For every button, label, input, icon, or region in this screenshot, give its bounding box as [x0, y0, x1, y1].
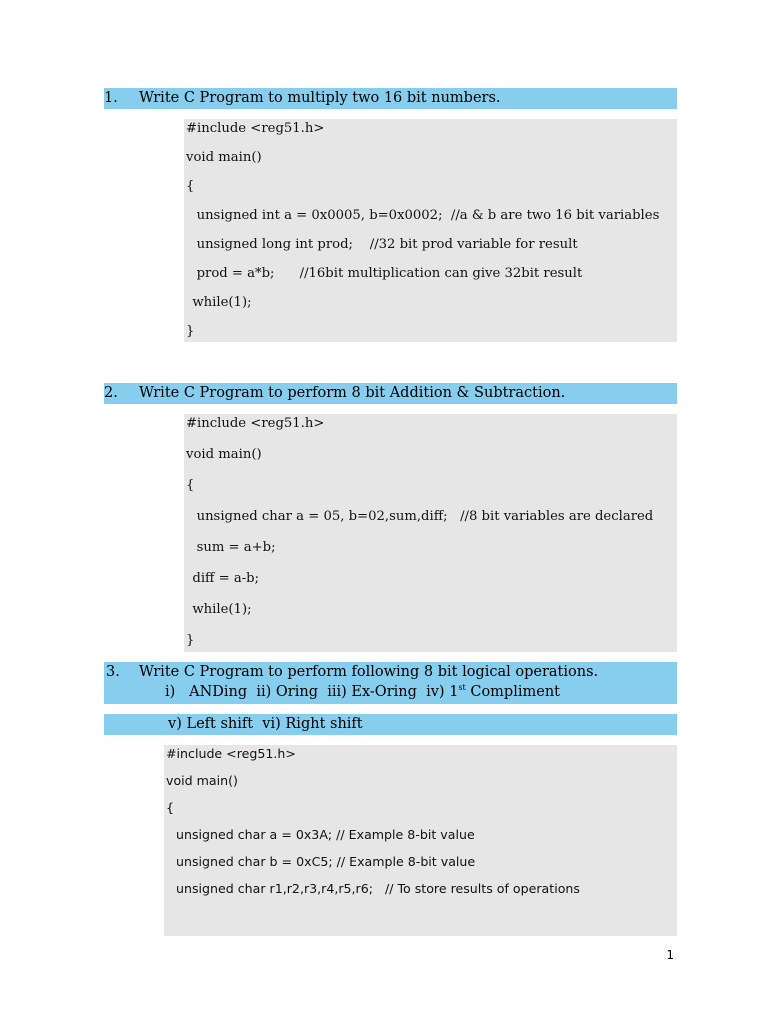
- code-line: diff = a-b;: [184, 571, 260, 586]
- code-line: while(1);: [184, 602, 252, 617]
- operations-list-text: Compliment: [465, 684, 560, 700]
- section-1-title: Write C Program to multiply two 16 bit numbers.: [139, 90, 501, 106]
- page-number: 1: [666, 948, 674, 962]
- section-2-title: Write C Program to perform 8 bit Addition & Subtraction.: [139, 385, 566, 401]
- code-line: #include <reg51.h>: [166, 746, 296, 761]
- section-1-heading: [104, 88, 677, 109]
- section-1-number: 1.: [104, 90, 118, 106]
- code-line: sum = a+b;: [184, 540, 276, 555]
- code-line: }: [186, 633, 195, 648]
- ordinal-suffix: st: [458, 683, 466, 693]
- code-line: {: [166, 800, 175, 815]
- section-3-code-block: [164, 745, 677, 936]
- code-line: while(1);: [184, 295, 252, 310]
- code-line: unsigned char a = 0x3A; // Example 8-bit value: [164, 827, 475, 842]
- code-line: unsigned char r1,r2,r3,r4,r5,r6; // To store results of operations: [164, 881, 580, 896]
- code-line: unsigned char b = 0xC5; // Example 8-bit value: [164, 854, 476, 869]
- section-1-code-block: [184, 119, 677, 342]
- code-line: unsigned long int prod; //32 bit prod variable for result: [184, 237, 578, 252]
- code-line: unsigned int a = 0x0005, b=0x0002; //a & b are two 16 bit variables: [184, 208, 660, 223]
- section-2-number: 2.: [104, 385, 118, 401]
- code-line: void main(): [186, 150, 262, 165]
- section-3-number: 3.: [106, 664, 120, 680]
- code-line: {: [186, 179, 195, 194]
- code-line: prod = a*b; //16bit multiplication can give 32bit result: [184, 266, 583, 281]
- code-line: #include <reg51.h>: [186, 416, 325, 431]
- code-line: {: [186, 478, 195, 493]
- section-3-heading: [104, 662, 677, 704]
- code-line: void main(): [186, 447, 262, 462]
- code-line: #include <reg51.h>: [186, 121, 325, 136]
- operations-list-text: i) ANDing ii) Oring iii) Ex-Oring iv) 1: [165, 684, 459, 700]
- section-3-title: Write C Program to perform following 8 bit logical operations.: [139, 664, 599, 680]
- operations-list-text: v) Left shift vi) Right shift: [168, 716, 363, 732]
- section-3-operations-list-2: [104, 714, 677, 735]
- section-3-operations-list-1: [165, 684, 560, 700]
- section-2-heading: [104, 383, 677, 404]
- code-line: unsigned char a = 05, b=02,sum,diff; //8 bit variables are declared: [184, 509, 654, 524]
- code-line: void main(): [166, 773, 238, 788]
- section-2-code-block: [184, 414, 677, 652]
- code-line: }: [186, 324, 195, 339]
